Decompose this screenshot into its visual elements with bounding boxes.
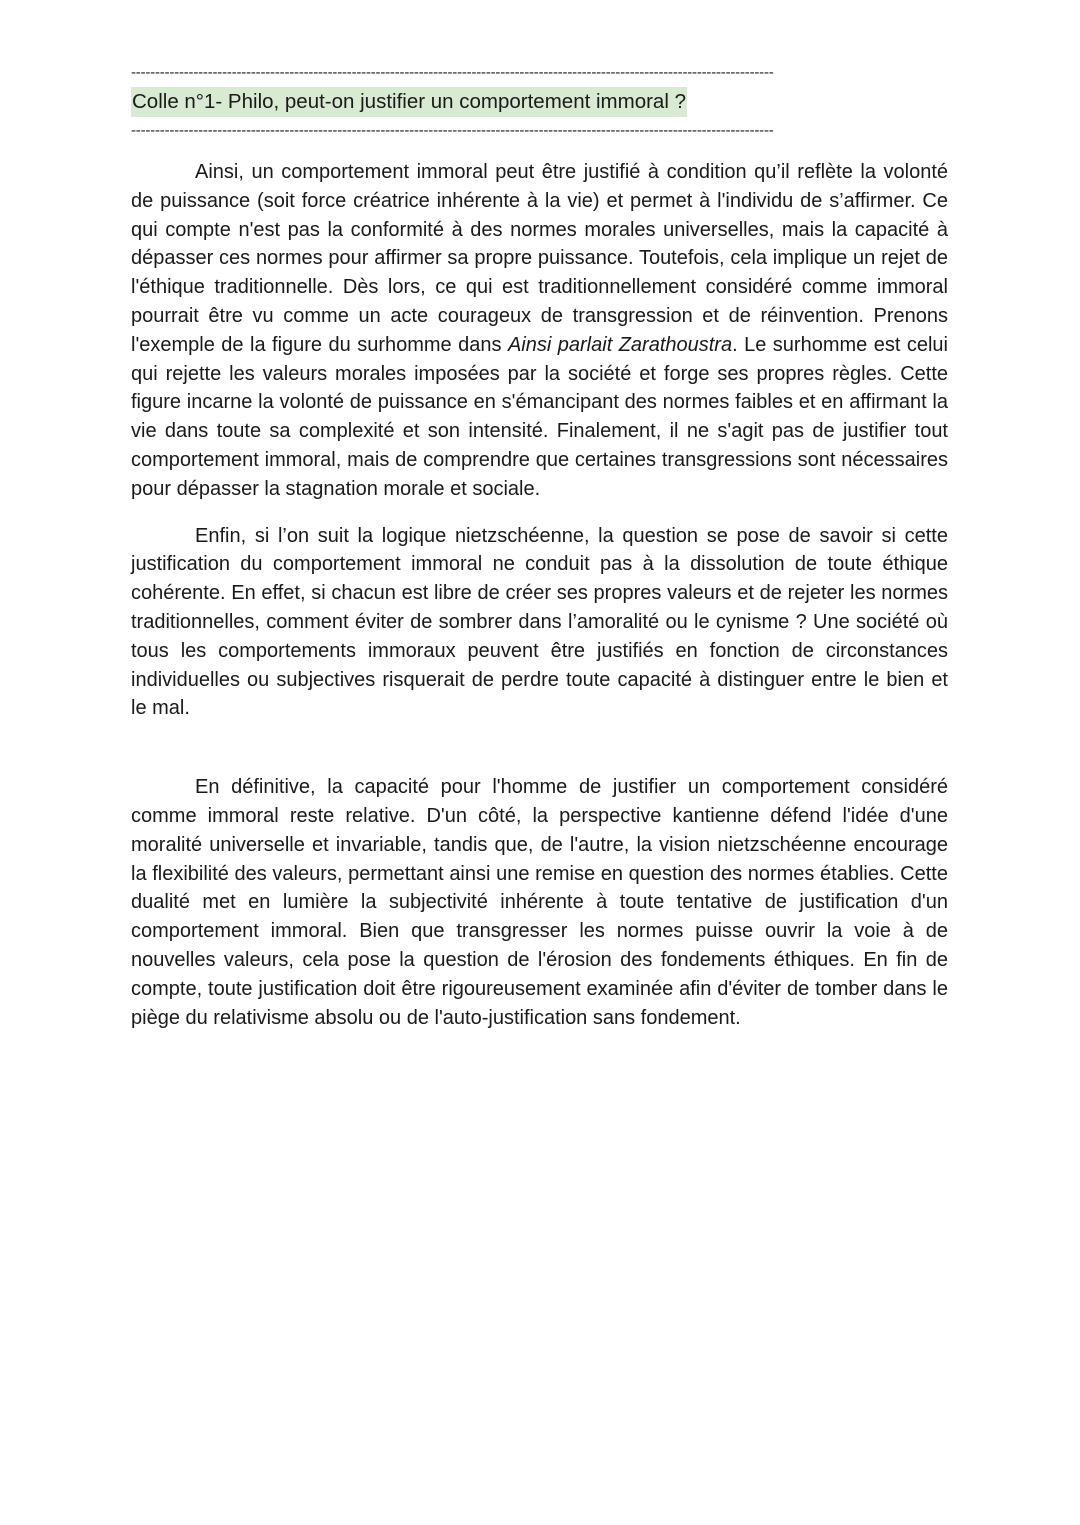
document-title: Colle n°1- Philo, peut-on justifier un comportement immoral ? [131,87,687,117]
dashed-rule-bottom: -------------------------------------------------------------------------------------------------------------------------------------- [131,122,774,139]
paragraph-conclusion: En définitive, la capacité pour l'homme de justifier un comportement considéré comme immoral reste relative. D'un côté, la perspective kantienne défend l'idée d'une moralité universelle et invariable, tandis que, de l'autre, la vision nietzschéenne encourage la flexibilité des valeurs, permettant ainsi une remise en question des normes établies. Cette dualité met en lumière la subjectivité inhérente à toute tentative de justification d'un comportement immoral. Bien que transgresser les normes puisse ouvrir la voie à de nouvelles valeurs, cela pose la question de l'érosion des fondements éthiques. En fin de compte, toute justification doit être rigoureusement examinée afin d'éviter de tomber dans le piège du relativisme absolu ou de l'auto-justification sans fondement. [131,776,948,1029]
book-title-italic: Ainsi parlait Zarathoustra [507,333,733,356]
document-body [131,158,948,1032]
title-line [131,87,948,117]
paragraph-1-text-b: . Le surhomme est celui qui rejette les valeurs morales imposées par la société et forge ses propres règles. Cette figure incarne la volonté de puissance en s'émancipant des normes faibles et en affirmant la vie dans toute sa complexité et son intensité. Finalement, il ne s'agit pas de justifier tout comportement immoral, mais de comprendre que certaines transgressions sont nécessaires pour dépasser la stagnation morale et sociale. [131,333,948,500]
dashed-rule-top: -------------------------------------------------------------------------------------------------------------------------------------- [131,64,774,81]
document-page [131,62,948,1032]
paragraph-2: Enfin, si l’on suit la logique nietzschéenne, la question se pose de savoir si cette justification du comportement immoral ne conduit pas à la dissolution de toute éthique cohérente. En effet, si chacun est libre de créer ses propres valeurs et de rejeter les normes traditionnelles, comment éviter de sombrer dans l’amoralité ou le cynisme ? Une société où tous les comportements immoraux peuvent être justifiés en fonction de circonstances individuelles ou subjectives risquerait de perdre toute capacité à distinguer entre le bien et le mal. [131,524,948,720]
paragraph-1 [131,158,948,504]
paragraph-1-text-a: Ainsi, un comportement immoral peut être justifié à condition qu’il reflète la volonté de puissance (soit force créatrice inhérente à la vie) et permet à l'individu de s’affirmer. Ce qui compte n'est pas la conformité à des normes morales universelles, mais la capacité à dépasser ces normes pour affirmer sa propre puissance. Toutefois, cela implique un rejet de l'éthique traditionnelle. Dès lors, ce qui est traditionnellement considéré comme immoral pourrait être vu comme un acte courageux de transgression et de réinvention. Prenons l'exemple de la figure du surhomme dans [131,161,948,356]
